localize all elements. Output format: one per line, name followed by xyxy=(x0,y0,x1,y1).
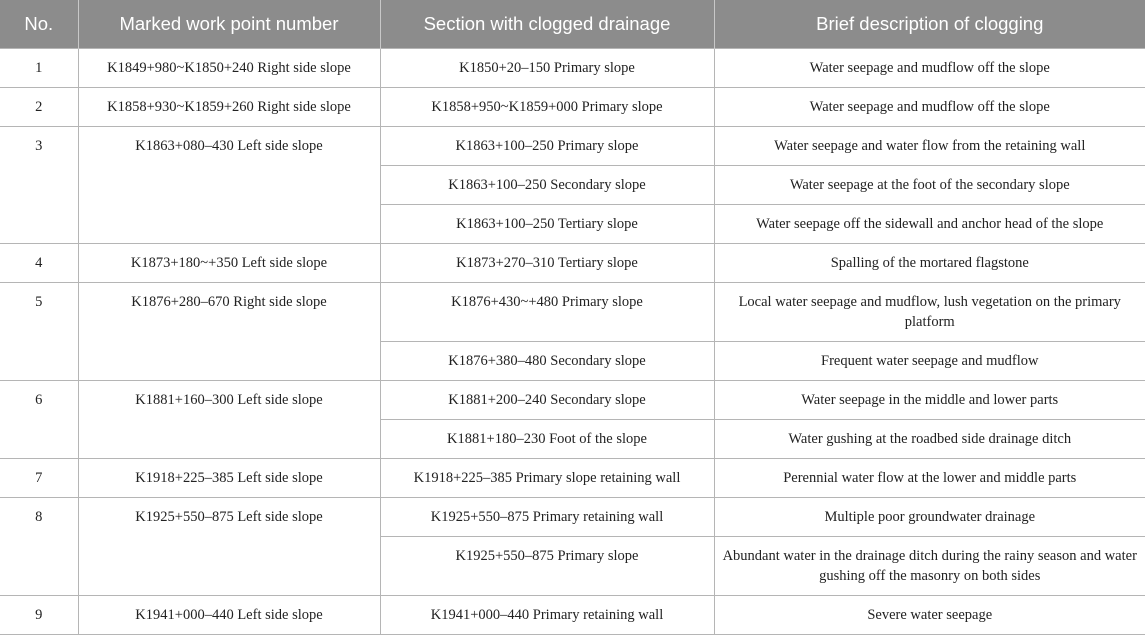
cell-section: K1876+380–480 Secondary slope xyxy=(380,342,714,381)
header-no: No. xyxy=(0,0,78,49)
cell-description: Local water seepage and mudflow, lush vegetation on the primary platform xyxy=(714,283,1145,342)
table-row xyxy=(0,381,1145,420)
cell-description: Water seepage at the foot of the secondary slope xyxy=(714,166,1145,205)
cell-work-point: K1873+180~+350 Left side slope xyxy=(78,244,380,283)
cell-work-point: K1925+550–875 Left side slope xyxy=(78,498,380,596)
cell-no: 7 xyxy=(0,459,78,498)
cell-section: K1881+180–230 Foot of the slope xyxy=(380,420,714,459)
cell-no: 9 xyxy=(0,596,78,635)
cell-description: Spalling of the mortared flagstone xyxy=(714,244,1145,283)
cell-work-point: K1863+080–430 Left side slope xyxy=(78,127,380,244)
cell-section: K1850+20–150 Primary slope xyxy=(380,49,714,88)
table-row xyxy=(0,88,1145,127)
table-row xyxy=(0,49,1145,88)
cell-description: Water gushing at the roadbed side drainage ditch xyxy=(714,420,1145,459)
table-row xyxy=(0,596,1145,635)
cell-section: K1941+000–440 Primary retaining wall xyxy=(380,596,714,635)
cell-work-point: K1849+980~K1850+240 Right side slope xyxy=(78,49,380,88)
cell-description: Severe water seepage xyxy=(714,596,1145,635)
cell-section: K1881+200–240 Secondary slope xyxy=(380,381,714,420)
cell-section: K1863+100–250 Tertiary slope xyxy=(380,205,714,244)
cell-no: 2 xyxy=(0,88,78,127)
cell-work-point: K1881+160–300 Left side slope xyxy=(78,381,380,459)
cell-description: Water seepage and water flow from the retaining wall xyxy=(714,127,1145,166)
cell-description: Perennial water flow at the lower and middle parts xyxy=(714,459,1145,498)
cell-section: K1863+100–250 Secondary slope xyxy=(380,166,714,205)
cell-section: K1918+225–385 Primary slope retaining wall xyxy=(380,459,714,498)
cell-section: K1863+100–250 Primary slope xyxy=(380,127,714,166)
cell-work-point: K1858+930~K1859+260 Right side slope xyxy=(78,88,380,127)
cell-description: Water seepage and mudflow off the slope xyxy=(714,49,1145,88)
cell-description: Water seepage and mudflow off the slope xyxy=(714,88,1145,127)
cell-work-point: K1876+280–670 Right side slope xyxy=(78,283,380,381)
cell-section: K1873+270–310 Tertiary slope xyxy=(380,244,714,283)
cell-no: 1 xyxy=(0,49,78,88)
cell-work-point: K1918+225–385 Left side slope xyxy=(78,459,380,498)
header-row xyxy=(0,0,1145,49)
cell-description: Abundant water in the drainage ditch during the rainy season and water gushing off the masonry on both sides xyxy=(714,537,1145,596)
cell-description: Multiple poor groundwater drainage xyxy=(714,498,1145,537)
cell-no: 4 xyxy=(0,244,78,283)
table-row xyxy=(0,283,1145,342)
cell-section: K1925+550–875 Primary slope xyxy=(380,537,714,596)
cell-description: Frequent water seepage and mudflow xyxy=(714,342,1145,381)
table-row xyxy=(0,459,1145,498)
table-row xyxy=(0,244,1145,283)
cell-no: 6 xyxy=(0,381,78,459)
header-work-point: Marked work point number xyxy=(78,0,380,49)
cell-section: K1925+550–875 Primary retaining wall xyxy=(380,498,714,537)
cell-section: K1876+430~+480 Primary slope xyxy=(380,283,714,342)
header-description: Brief description of clogging xyxy=(714,0,1145,49)
cell-no: 8 xyxy=(0,498,78,596)
table-row xyxy=(0,498,1145,537)
header-section: Section with clogged drainage xyxy=(380,0,714,49)
cell-work-point: K1941+000–440 Left side slope xyxy=(78,596,380,635)
cell-description: Water seepage in the middle and lower parts xyxy=(714,381,1145,420)
cell-no: 3 xyxy=(0,127,78,244)
cell-section: K1858+950~K1859+000 Primary slope xyxy=(380,88,714,127)
cell-no: 5 xyxy=(0,283,78,381)
cell-description: Water seepage off the sidewall and anchor head of the slope xyxy=(714,205,1145,244)
table-row xyxy=(0,127,1145,166)
